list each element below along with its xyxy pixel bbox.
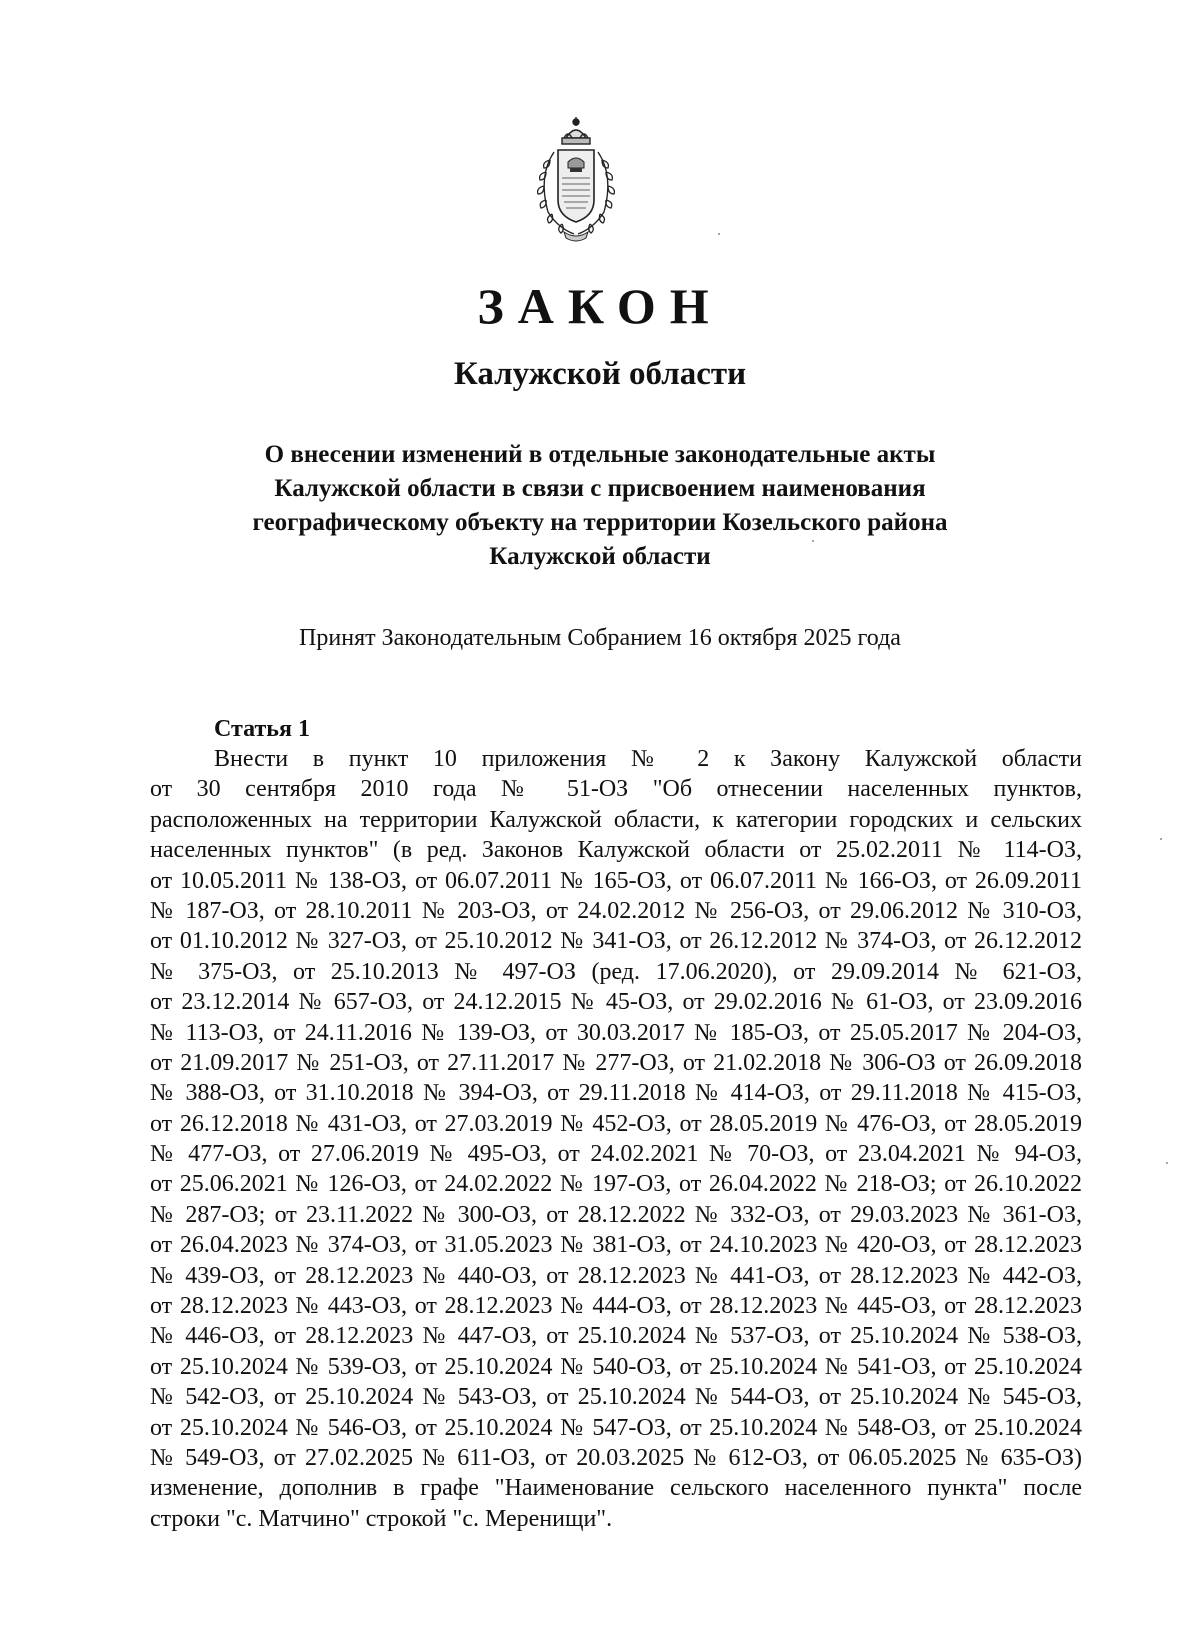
act-title-line: О внесении изменений в отдельные законодательные акты <box>264 441 936 468</box>
article-line: от 26.12.2018 № 431-ОЗ, от 27.03.2019 № 452-ОЗ, от 28.05.2019 № 476-ОЗ, от 28.05.2019 <box>150 1110 1082 1137</box>
document-subtitle: Калужской области <box>453 356 747 392</box>
document-title: ЗАКОН <box>477 278 723 334</box>
article-line: № 542-ОЗ, от 25.10.2024 № 543-ОЗ, от 25.10.2024 № 544-ОЗ, от 25.10.2024 № 545-ОЗ, <box>150 1384 1082 1411</box>
article-line: от 10.05.2011 № 138-ОЗ, от 06.07.2011 № 165-ОЗ, от 06.07.2011 № 166-ОЗ, от 26.09.2011 <box>150 867 1082 894</box>
article-line: № 388-ОЗ, от 31.10.2018 № 394-ОЗ, от 29.11.2018 № 414-ОЗ, от 29.11.2018 № 415-ОЗ, <box>150 1080 1082 1107</box>
article-line: № 113-ОЗ, от 24.11.2016 № 139-ОЗ, от 30.03.2017 № 185-ОЗ, от 25.05.2017 № 204-ОЗ, <box>150 1019 1082 1046</box>
article-line: от 25.06.2021 № 126-ОЗ, от 24.02.2022 № 197-ОЗ, от 26.04.2022 № 218-ОЗ; от 26.10.2022 <box>150 1171 1082 1198</box>
article-line: Внести в пункт 10 приложения № 2 к Закону Калужской области <box>214 746 1082 772</box>
article-line: от 21.09.2017 № 251-ОЗ, от 27.11.2017 № 277-ОЗ, от 21.02.2018 № 306-ОЗ от 26.09.2018 <box>150 1049 1082 1076</box>
coat-of-arms-emblem-icon <box>528 116 624 242</box>
scan-speck <box>812 540 814 542</box>
scan-speck <box>1160 838 1162 840</box>
act-title-line: Калужской области <box>489 543 711 570</box>
article-heading: Статья 1 <box>214 716 310 742</box>
scan-speck <box>1166 1162 1168 1164</box>
article-line: № 446-ОЗ, от 28.12.2023 № 447-ОЗ, от 25.10.2024 № 537-ОЗ, от 25.10.2024 № 538-ОЗ, <box>150 1323 1082 1350</box>
adoption-statement: Принят Законодательным Собранием 16 октября 2025 года <box>299 625 901 651</box>
act-title-line: географическому объекту на территории Козельского района <box>252 509 948 536</box>
article-line: от 23.12.2014 № 657-ОЗ, от 24.12.2015 № 45-ОЗ, от 29.02.2016 № 61-ОЗ, от 23.09.2016 <box>150 989 1082 1016</box>
article-line: строки "с. Матчино" строкой "с. Меренищи". <box>150 1505 613 1532</box>
article-line: № 439-ОЗ, от 28.12.2023 № 440-ОЗ, от 28.12.2023 № 441-ОЗ, от 28.12.2023 № 442-ОЗ, <box>150 1262 1082 1289</box>
article-line: от 25.10.2024 № 539-ОЗ, от 25.10.2024 № 540-ОЗ, от 25.10.2024 № 541-ОЗ, от 25.10.2024 <box>150 1353 1082 1380</box>
article-line: от 25.10.2024 № 546-ОЗ, от 25.10.2024 № 547-ОЗ, от 25.10.2024 № 548-ОЗ, от 25.10.2024 <box>150 1414 1082 1441</box>
article-line: № 477-ОЗ, от 27.06.2019 № 495-ОЗ, от 24.02.2021 № 70-ОЗ, от 23.04.2021 № 94-ОЗ, <box>150 1141 1082 1168</box>
article-line: населенных пунктов" (в ред. Законов Калужской области от 25.02.2011 № 114-ОЗ, <box>150 837 1082 864</box>
article-line: от 30 сентября 2010 года № 51-ОЗ "Об отнесении населенных пунктов, <box>150 776 1082 803</box>
article-body <box>150 744 1082 1534</box>
article-line: № 549-ОЗ, от 27.02.2025 № 611-ОЗ, от 20.03.2025 № 612-ОЗ, от 06.05.2025 № 635-ОЗ) <box>150 1444 1082 1471</box>
article-line: изменение, дополнив в графе "Наименование сельского населенного пункта" после <box>150 1475 1082 1502</box>
article-line: расположенных на территории Калужской области, к категории городских и сельских <box>150 806 1082 833</box>
article-line: № 187-ОЗ, от 28.10.2011 № 203-ОЗ, от 24.02.2012 № 256-ОЗ, от 29.06.2012 № 310-ОЗ, <box>150 897 1082 924</box>
article-line: от 01.10.2012 № 327-ОЗ, от 25.10.2012 № 341-ОЗ, от 26.12.2012 № 374-ОЗ, от 26.12.2012 <box>150 928 1082 955</box>
article-line: от 26.04.2023 № 374-ОЗ, от 31.05.2023 № 381-ОЗ, от 24.10.2023 № 420-ОЗ, от 28.12.2023 <box>150 1232 1082 1259</box>
article-line: от 28.12.2023 № 443-ОЗ, от 28.12.2023 № 444-ОЗ, от 28.12.2023 № 445-ОЗ, от 28.12.2023 <box>150 1293 1082 1320</box>
act-title <box>200 438 1000 574</box>
act-title-line: Калужской области в связи с присвоением наименования <box>274 475 926 502</box>
article-line: № 375-ОЗ, от 25.10.2013 № 497-ОЗ (ред. 17.06.2020), от 29.09.2014 № 621-ОЗ, <box>150 958 1082 985</box>
scan-speck <box>718 233 720 235</box>
article-line: № 287-ОЗ; от 23.11.2022 № 300-ОЗ, от 28.12.2022 № 332-ОЗ, от 29.03.2023 № 361-ОЗ, <box>150 1201 1082 1228</box>
